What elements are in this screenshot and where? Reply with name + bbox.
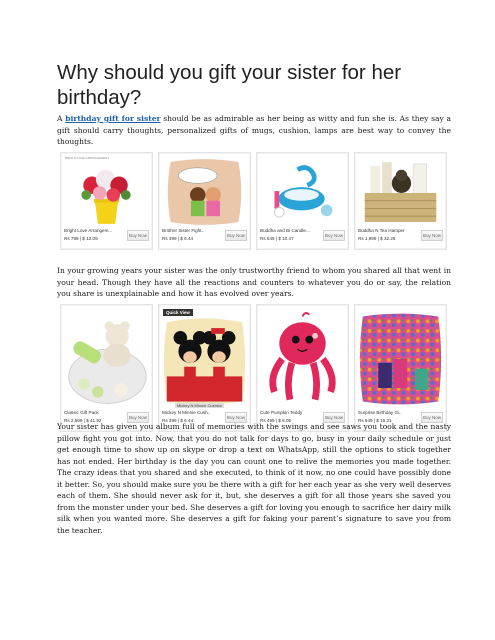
product-price: Rs 2,599 | $ 41.92 (64, 418, 102, 423)
product-name: Buddha N Tea Hamper (358, 228, 405, 233)
product-card[interactable] (158, 152, 251, 250)
buy-now-button[interactable]: Buy Now (225, 230, 247, 241)
intro-suffix: should be as admirable as her being as witty and fun she is. As they say a gift should carry thoughts, personalized gifts of mugs, cushion, lamps are best way to convey the thoughts. (57, 114, 451, 146)
buy-now-button[interactable]: Buy Now (225, 412, 247, 423)
product-image-mickey-cushion[interactable] (161, 307, 248, 411)
buy-now-button[interactable]: Buy Now (421, 412, 443, 423)
product-row-2 (60, 304, 447, 432)
product-price: Rs 1,999 | $ 32.26 (358, 236, 396, 241)
buy-now-button[interactable]: Buy Now (127, 230, 149, 241)
product-image-gift-pack[interactable] (63, 307, 150, 411)
page-title: Why should you gift your sister for her birthday? (57, 61, 402, 109)
product-name: Mickey N Minnie Cush.. (162, 410, 211, 415)
product-card[interactable] (256, 152, 349, 250)
product-image-plush[interactable] (259, 307, 346, 411)
product-image-hamper[interactable] (357, 155, 444, 229)
product-image-gift-set[interactable] (357, 307, 444, 411)
product-name: Cute Pumpkin Teddy (260, 410, 303, 415)
image-caption: Mickey N Minnie Cushion (177, 403, 223, 408)
product-name: Classic Gift Pack (64, 410, 99, 415)
product-price: Rs 499 | $ 8.05 (260, 418, 292, 423)
product-card[interactable] (256, 304, 349, 432)
product-price: Rs 399 | $ 6.44 (162, 236, 194, 241)
product-name: Brother Sister Fight.. (162, 228, 205, 233)
card-header-text: BRIGHT LOVE ARRANGEMENT (65, 156, 110, 160)
product-price: Rs 799 | $ 12.09 (64, 236, 98, 241)
product-name: Bright Love Arrangem... (64, 228, 113, 233)
buy-now-button[interactable]: Buy Now (323, 412, 345, 423)
paragraph-two: In your growing years your sister was the only trustworthy friend to whom you shared all that went in your head. Though they have all the reactions and counters to whatever you do or say, the relation you share is unexplainable and how it has evolved over years. (57, 266, 451, 298)
buy-now-button[interactable]: Buy Now (127, 412, 149, 423)
product-name: Surprise Birthday Gi.. (358, 410, 402, 415)
buy-now-button[interactable]: Buy Now (421, 230, 443, 241)
product-image-candle[interactable] (259, 155, 346, 229)
intro-paragraph (57, 113, 451, 148)
product-card[interactable] (60, 152, 153, 250)
product-row-1 (60, 152, 447, 250)
quick-view-label[interactable]: Quick View (163, 309, 193, 316)
product-card[interactable] (354, 152, 447, 250)
product-price: Rs 949 | $ 15.31 (358, 418, 392, 423)
product-image-cushion[interactable] (161, 155, 248, 229)
paragraph-three: Your sister has given you album full of memories with the swings and see saws you took and the nasty pillow fight you got into. Now, that you do not talk for days to go, busy in your daily schedule or just get enough time to show up on skype or drop a text on WhatsApp, still the options to stick together has not ended. Her birthday is the day you can count one to relive the memories you made together. The crazy ideas that you shared and she executed, to think of it now, no one could have possibly done it better. So, you should make sure you be there with a gift for her each year as she very well deserves each of them. She should never ask for it, but, she deserves a gift for all those years she saved you from the monster under your bed. She deserves a gift for loving you enough to sacrifice her dairy milk silk when you wanted more. She deserves a gift for faking your parent’s signature to save you from the teacher. (57, 422, 451, 535)
product-price: Rs 399 | $ 6.44 (162, 418, 194, 423)
buy-now-button[interactable]: Buy Now (323, 230, 345, 241)
product-image-flowers[interactable] (63, 155, 150, 229)
product-card[interactable] (354, 304, 447, 432)
product-card[interactable] (60, 304, 153, 432)
intro-prefix: A (57, 114, 66, 123)
product-card[interactable] (158, 304, 251, 432)
birthday-gift-link[interactable]: birthday gift for sister (65, 114, 161, 123)
product-name: Buddha and Bi Candle... (260, 228, 310, 233)
product-price: Rs 649 | $ 10.47 (260, 236, 294, 241)
